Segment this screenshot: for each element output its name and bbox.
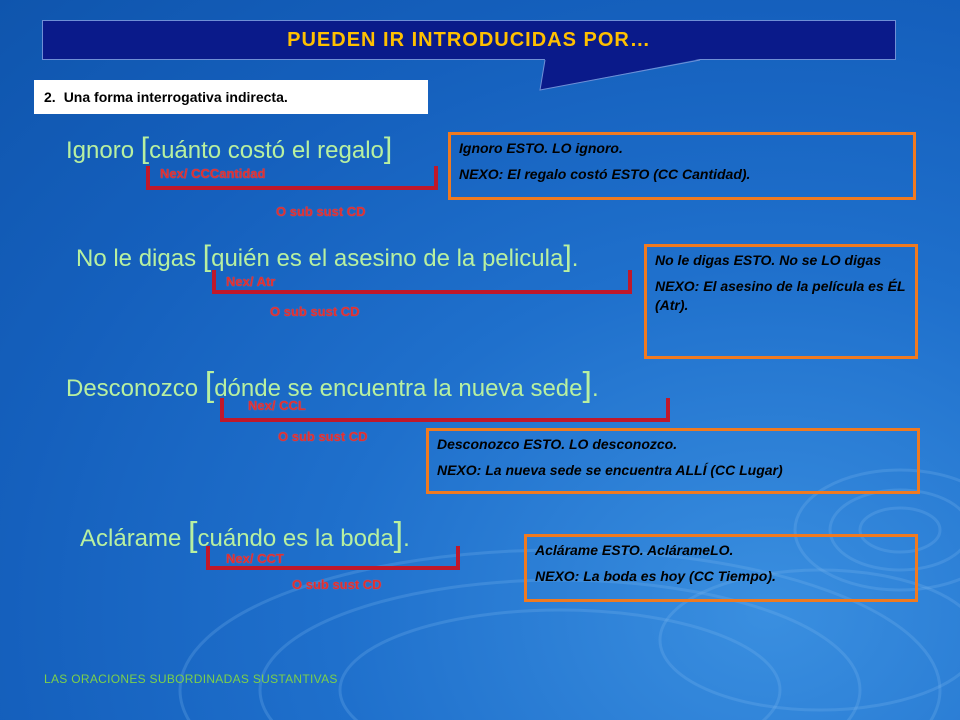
explanation-box-2: [644, 244, 918, 359]
bracket-open: [: [204, 366, 215, 404]
sentence-main: Desconozco: [66, 375, 205, 402]
sentence-end: .: [591, 375, 599, 402]
bracket-open: [: [140, 132, 150, 165]
sentence-clause: dónde se encuentra la nueva sede: [214, 375, 583, 402]
osub-label-2: O sub sust CD: [270, 304, 360, 319]
osub-label-1: O sub sust CD: [276, 204, 366, 219]
sentence-main: No le digas: [76, 245, 203, 272]
explanation-line: No le digas ESTO. No se LO digas: [655, 252, 882, 268]
sentence-main: Aclárame: [80, 525, 189, 552]
bracket-open: [: [188, 516, 198, 554]
section-number: 2.: [44, 89, 56, 105]
osub-label-4: O sub sust CD: [292, 577, 382, 592]
bracket-close: ]: [383, 132, 393, 165]
sentence-clause: quién es el asesino de la pelicula: [211, 245, 564, 272]
nexo-label-1: Nex/ CCCantidad: [160, 166, 266, 181]
slide-footer: LAS ORACIONES SUBORDINADAS SUSTANTIVAS: [44, 672, 338, 686]
sentence-end: .: [403, 525, 410, 552]
explanation-line: Ignoro ESTO. LO ignoro.: [459, 140, 623, 156]
example-sentence-3: [66, 366, 599, 405]
example-sentence-1: [66, 132, 392, 166]
nexo-label-4: Nex/ CCT: [226, 551, 284, 566]
section-text: Una forma interrogativa indirecta.: [63, 89, 288, 105]
slide-title-text: PUEDEN IR INTRODUCIDAS POR…: [287, 28, 651, 51]
sentence-clause: cuándo es la boda: [197, 525, 394, 552]
example-sentence-4: [80, 516, 410, 555]
explanation-box-1: [448, 132, 916, 200]
sentence-main: Ignoro: [66, 137, 141, 164]
bracket-open: [: [202, 240, 212, 273]
explanation-line: NEXO: El asesino de la película es ÉL (Atr).: [655, 277, 906, 314]
sentence-end: .: [571, 245, 579, 272]
explanation-line: NEXO: El regalo costó ESTO (CC Cantidad).: [459, 165, 751, 182]
explanation-box-4: [524, 534, 918, 602]
bracket-close: ]: [563, 240, 572, 273]
bracket-close: ]: [393, 516, 404, 554]
explanation-line: NEXO: La boda es hoy (CC Tiempo).: [535, 567, 776, 584]
explanation-line: NEXO: La nueva sede se encuentra ALLÍ (CC Lugar): [437, 461, 783, 478]
bracket-close: ]: [582, 366, 592, 404]
explanation-line: Desconozco ESTO. LO desconozco.: [437, 436, 678, 452]
nexo-label-3: Nex/ CCL: [248, 398, 306, 413]
explanation-box-3: [426, 428, 920, 494]
nexo-label-2: Nex/ Atr: [226, 274, 276, 289]
osub-label-3: O sub sust CD: [278, 429, 368, 444]
example-sentence-2: [76, 240, 578, 274]
explanation-line: Aclárame ESTO. AclárameLO.: [535, 542, 734, 558]
sentence-clause: cuánto costó el regalo: [149, 137, 384, 164]
